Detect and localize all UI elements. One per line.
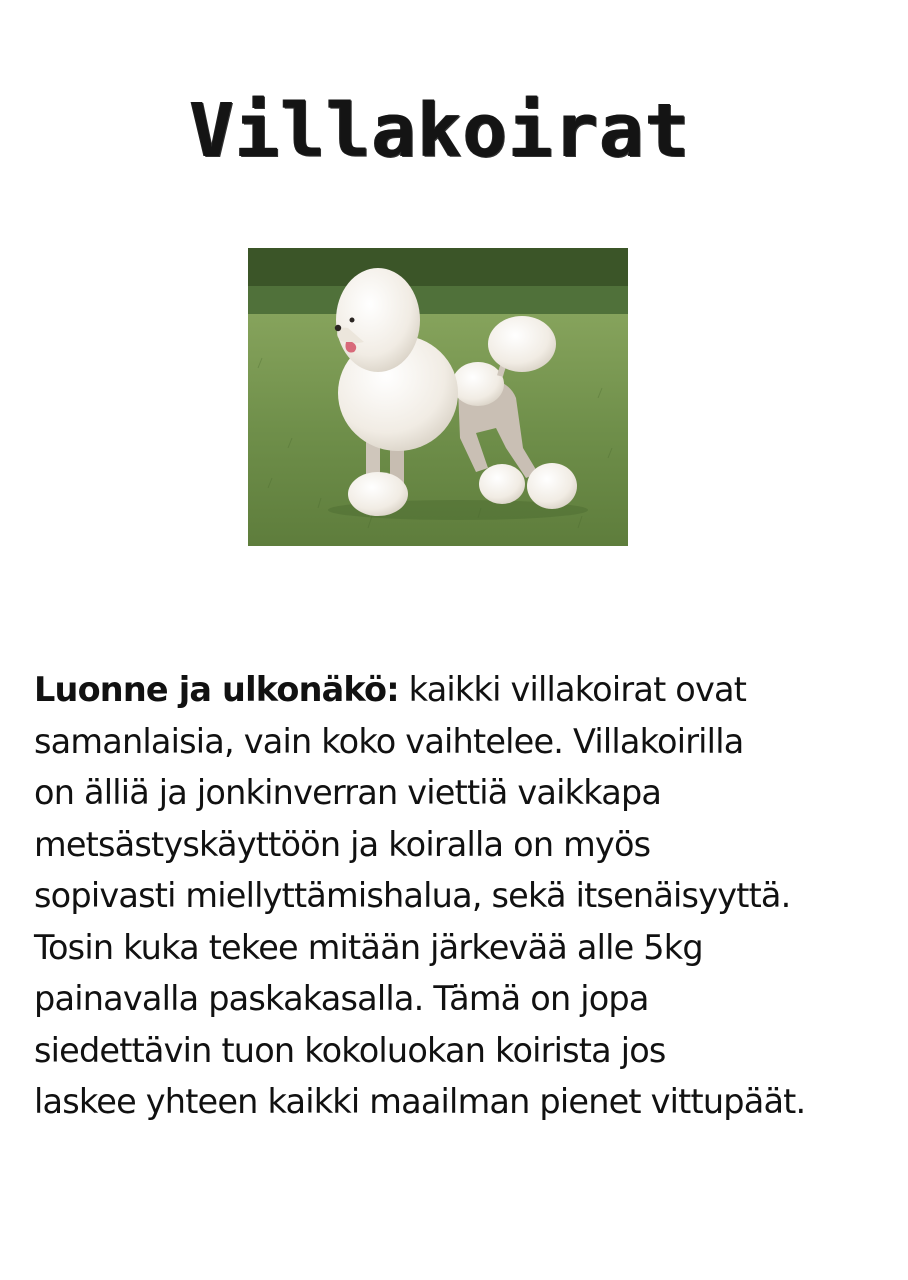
description-lead: Luonne ja ulkonäkö:	[34, 670, 399, 709]
poodle-illustration	[248, 248, 628, 546]
description-line: painavalla paskakasalla. Tämä on jopa	[34, 979, 649, 1018]
description-line: sopivasti miellyttämishalua, sekä itsenäisyyttä.	[34, 876, 791, 915]
description-line-1	[34, 664, 904, 716]
description-line: laskee yhteen kaikki maailman pienet vittupäät.	[34, 1082, 806, 1121]
description-line: metsästyskäyttöön ja koiralla on myös	[34, 824, 651, 864]
breed-description	[34, 664, 904, 1128]
poodle-photo	[248, 248, 628, 546]
description-line: siedettävin tuon kokoluokan koirista jos	[34, 1030, 666, 1070]
description-text: kaikki villakoirat ovat	[398, 670, 747, 709]
description-line: on älliä ja jonkinverran viettiä vaikkapa	[34, 773, 662, 812]
description-line: Tosin kuka tekee mitään järkevää alle 5kg	[34, 927, 703, 967]
page-title: Villakoirat	[189, 87, 691, 174]
description-line: samanlaisia, vain koko vaihtelee. Villakoirilla	[34, 721, 744, 761]
